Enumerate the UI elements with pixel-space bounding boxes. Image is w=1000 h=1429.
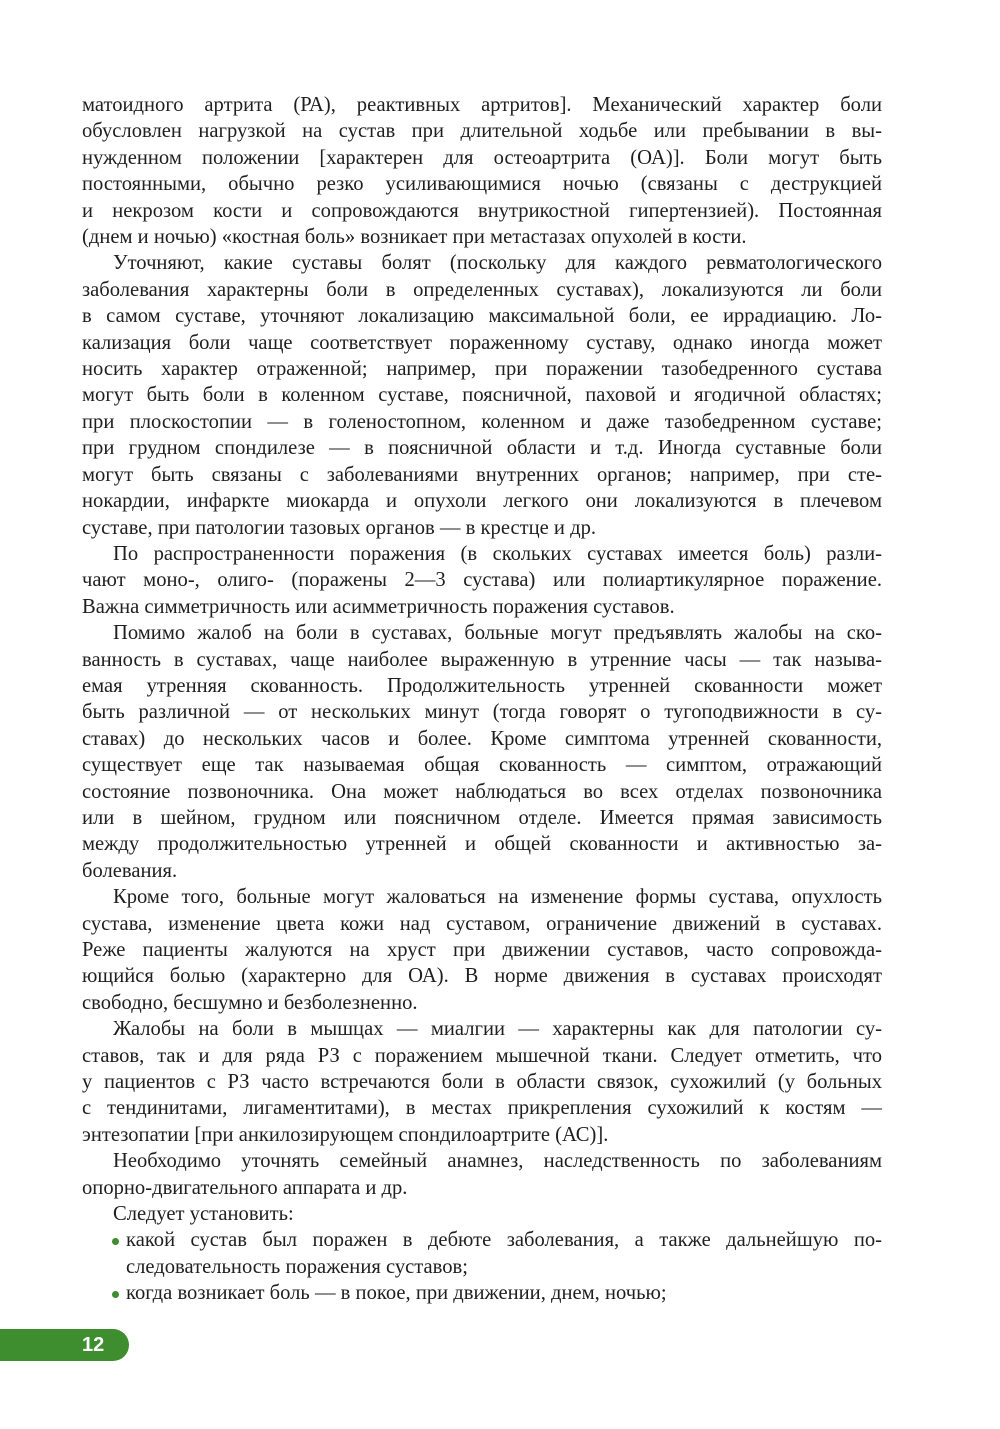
- text-line: между продолжительностью утренней и общей скованности и активностью за-: [82, 833, 882, 856]
- text-line: суставе, при патологии тазовых органов — в крестце и др.: [82, 516, 597, 539]
- paragraph: [82, 620, 882, 884]
- body-text: [82, 92, 882, 1227]
- text-line: Уточняют, какие суставы болят (поскольку для каждого ревматологического: [113, 252, 882, 275]
- text-line: в самом суставе, уточняют локализацию максимальной боли, ее иррадиацию. Ло-: [82, 305, 882, 328]
- text-line: сустава, изменение цвета кожи над суставом, ограничение движений в суставах.: [82, 912, 882, 935]
- text-line: и некрозом кости и сопровождаются внутрикостной гипертензией). Постоянная: [82, 199, 882, 222]
- text-line: могут быть боли в коленном суставе, поясничной, паховой и ягодичной областях;: [82, 384, 882, 407]
- bullet-text-line: [82, 1280, 882, 1306]
- text-line: Следует установить:: [113, 1203, 294, 1226]
- text-line: с тендинитами, лигаментитами), в местах прикрепления сухожилий к костям —: [82, 1097, 882, 1120]
- text-line: или в шейном, грудном или поясничном отделе. Имеется прямая зависимость: [82, 806, 882, 829]
- paragraph: [82, 541, 882, 620]
- paragraph: [82, 1016, 882, 1148]
- bullet-text-line: [82, 1254, 882, 1280]
- text-line: Важна симметричность или асимметричность поражения суставов.: [82, 595, 675, 618]
- text-line: болевания.: [82, 859, 178, 882]
- text-line: нокардии, инфаркте миокарда и опухоли легкого они локализуются в плечевом: [82, 490, 882, 513]
- bullet-text-line: [82, 1227, 882, 1253]
- page-body: [82, 92, 882, 1307]
- text-line: ставов, так и для ряда РЗ с поражением мышечной ткани. Следует отметить, что: [82, 1044, 882, 1067]
- text-line: у пациентов с РЗ часто встречаются боли в области связок, сухожилий (у больных: [82, 1071, 882, 1094]
- text-line: обусловлен нагрузкой на сустав при длительной ходьбе или пребывании в вы-: [82, 120, 882, 143]
- text-line: постоянными, обычно резко усиливающимися ночью (связаны с деструкцией: [82, 173, 882, 196]
- paragraph: [82, 884, 882, 1016]
- bullet-text: следовательность поражения суставов;: [126, 1255, 468, 1278]
- text-line: состояние позвоночника. Она может наблюдаться во всех отделах позвоночника: [82, 780, 882, 803]
- paragraph: [82, 92, 882, 250]
- bullet-item: [82, 1280, 882, 1306]
- text-line: Жалобы на боли в мышцах — миалгии — характерны как для патологии су-: [113, 1018, 882, 1041]
- text-line: Кроме того, больные могут жаловаться на изменение формы сустава, опухлость: [113, 886, 882, 909]
- text-line: кализация боли чаще соответствует пораженному суставу, однако иногда может: [82, 331, 882, 354]
- text-line: ванность в суставах, чаще наиболее выраженную в утренние часы — так называ-: [82, 648, 882, 671]
- text-line: чают моно-, олиго- (поражены 2—3 сустава) или полиартикулярное поражение.: [82, 569, 882, 592]
- text-line: энтезопатии [при анкилозирующем спондилоартрите (АС)].: [82, 1123, 609, 1146]
- bullet-item: [82, 1227, 882, 1280]
- bullet-list: [82, 1227, 882, 1306]
- paragraph: [82, 1148, 882, 1201]
- bullet-text: какой сустав был поражен в дебюте заболевания, а также дальнейшую по-: [126, 1229, 882, 1252]
- paragraph: [82, 250, 882, 540]
- page-number: 12: [0, 1329, 129, 1361]
- text-line: носить характер отраженной; например, при поражении тазобедренного сустава: [82, 358, 882, 381]
- bullet-dot-icon: [112, 1238, 119, 1245]
- text-line: ставах) до нескольких часов и более. Кроме симптома утренней скованности,: [82, 727, 882, 750]
- text-line: опорно-двигательного аппарата и др.: [82, 1176, 408, 1199]
- text-line: Реже пациенты жалуются на хруст при движении суставов, часто сопровожда-: [82, 939, 882, 961]
- text-line: свободно, бесшумно и безболезненно.: [82, 991, 418, 1014]
- text-line: (днем и ночью) «костная боль» возникает при метастазах опухолей в кости.: [82, 226, 747, 249]
- text-line: По распространенности поражения (в скольких суставах имеется боль) разли-: [113, 542, 882, 565]
- text-line: существует еще так называемая общая скованность — симптом, отражающий: [82, 754, 882, 777]
- text-line: могут быть связаны с заболеваниями внутренних органов; например, при сте-: [82, 463, 882, 486]
- text-line: Необходимо уточнять семейный анамнез, наследственность по заболеваниям: [113, 1150, 882, 1173]
- text-line: нужденном положении [характерен для остеоартрита (ОА)]. Боли могут быть: [82, 146, 882, 169]
- bullet-text: когда возникает боль — в покое, при движении, днем, ночью;: [126, 1282, 667, 1305]
- text-line: при грудном спондилезе — в поясничной области и т.д. Иногда суставные боли: [82, 437, 882, 460]
- text-line: заболевания характерны боли в определенных суставах), локализуются ли боли: [82, 278, 882, 301]
- text-line: емая утренняя скованность. Продолжительность утренней скованности может: [82, 674, 882, 697]
- text-line: быть различной — от нескольких минут (тогда говорят о тугоподвижности в су-: [82, 701, 882, 724]
- text-line: Помимо жалоб на боли в суставах, больные могут предъявлять жалобы на ско-: [113, 622, 882, 645]
- text-line: матоидного артрита (РА), реактивных артритов]. Механический характер боли: [82, 94, 882, 116]
- text-line: ющийся болью (характерно для ОА). В норме движения в суставах происходят: [82, 965, 882, 988]
- text-line: при плоскостопии — в голеностопном, коленном и даже тазобедренном суставе;: [82, 410, 882, 433]
- paragraph: [82, 1201, 882, 1227]
- bullet-dot-icon: [112, 1291, 119, 1298]
